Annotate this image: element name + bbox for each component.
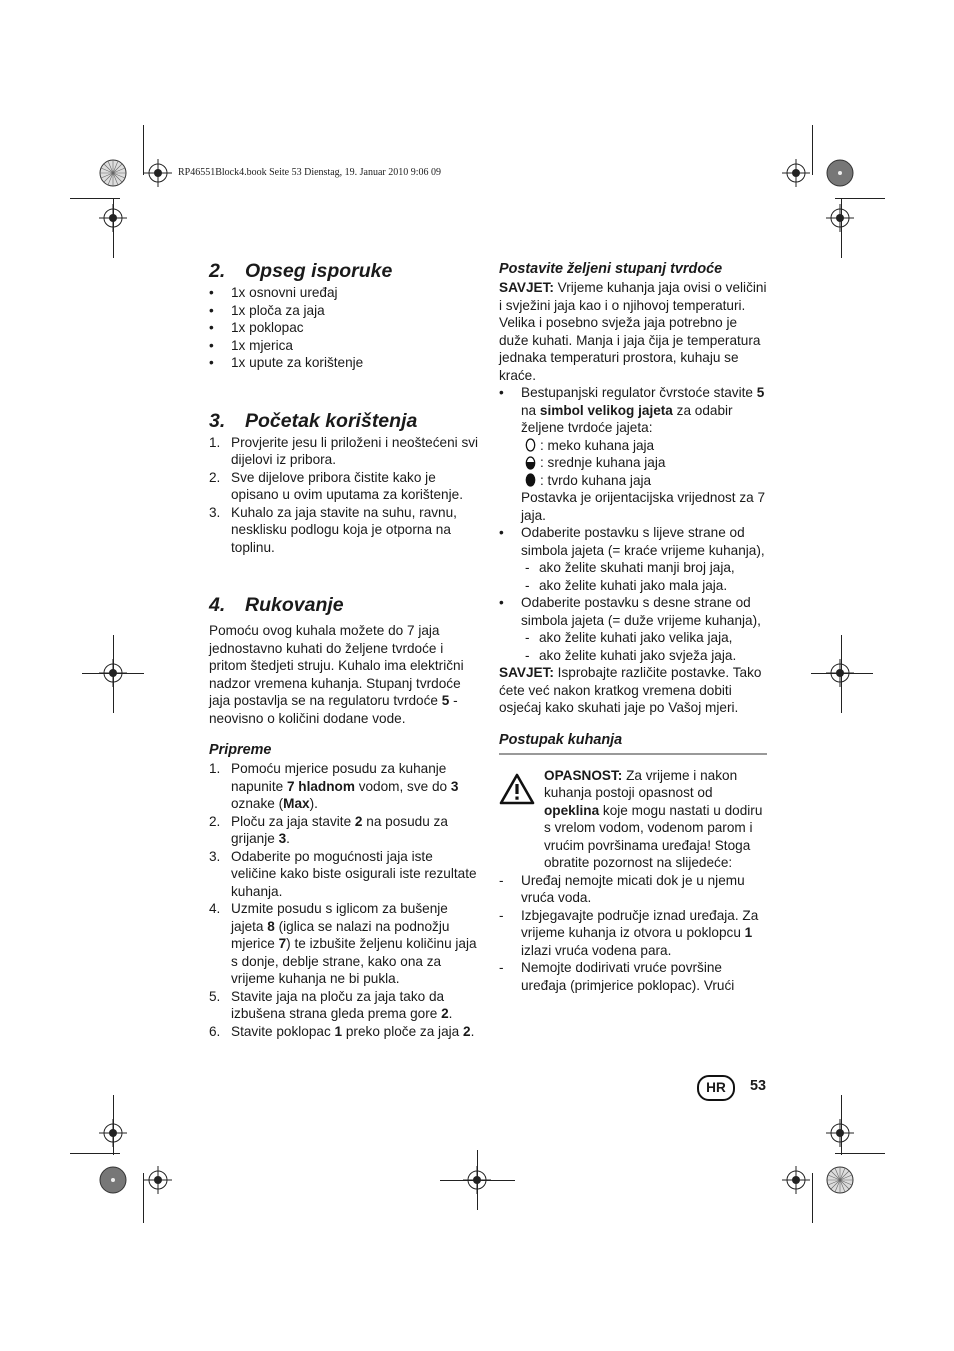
egg-option-medium: : srednje kuhana jaja <box>499 454 767 472</box>
section-heading-pocetak: 3. Početak korištenja <box>209 409 418 432</box>
list-item: - ako želite kuhati jako mala jaja. <box>525 577 728 593</box>
tip-paragraph: SAVJET: Vrijeme kuhanja jaja ovisi o veličini i svježini jaja kao i o njihovoj temperaturi. Velika i posebno svježa jaja potrebno je duže kuhati. Manja i jaja čija je temperatura jednaka temperaturi prostora, kuhaju se kraće. <box>499 280 767 383</box>
list-item: • 1x ploča za jaja <box>209 302 325 318</box>
section-heading-opseg: 2. Opseg isporuke <box>209 260 393 282</box>
list-item: 5. Stavite jaja na ploču za jaja tako da izbušena strana gleda prema gore 2. <box>209 988 453 1021</box>
list-item: - Uređaj nemojte micati dok je u njemu vruća voda. <box>499 872 745 905</box>
list-item: - Nemojte dodirivati vruće površine uređaja (primjerice poklopac). Vrući <box>499 960 735 993</box>
preparation-steps-list <box>209 760 479 1040</box>
list-item: - ako želite kuhati jako velika jaja, <box>525 630 733 645</box>
list-item: 1. Provjerite jesu li priloženi i neoštećeni svi dijelovi iz pribora. <box>209 434 479 467</box>
subheading-cooking: Postupak kuhanja <box>499 731 623 748</box>
section-heading-rukovanje: 4. Rukovanje <box>209 594 344 616</box>
list-item: 4. Uzmite posudu s iglicom za bušenje jajeta 8 (iglica se nalazi na podnožju mjerice 7) te izbušite željenu količinu jaja s donje, deblje strane, kako ona za vrijeme kuhanja ne bi pukla. <box>209 901 477 986</box>
subheading-hardness: Postavite željeni stupanj tvrdoće <box>499 261 723 277</box>
list-item: • Bestupanjski regulator čvrstoće stavite 5 na simbol velikog jajeta za odabir željene tvrdoće jajeta: <box>499 385 765 435</box>
list-item: - ako želite kuhati jako svježa jaja. <box>525 647 737 663</box>
list-item: 2. Ploču za jaja stavite 2 na posudu za grijanje 3. <box>209 813 448 846</box>
tip-paragraph: SAVJET: Isprobajte različite postavke. Tako ćete već nakon kratkog vremena dobiti osjećaj kako skuhati jaje po Vašoj mjeri. <box>499 665 762 715</box>
list-item: 3. Odaberite po mogućnosti jaja iste veličine kako biste osigurali iste rezultate kuhanja. <box>209 848 477 899</box>
list-item: 1. Pomoću mjerice posudu za kuhanje napunite 7 hladnom vodom, sve do 3 oznake (Max). <box>209 761 459 811</box>
page-number: 53 <box>750 1078 767 1094</box>
language-badge: HR <box>697 1075 735 1101</box>
list-item: 2. Sve dijelove pribora čistite kako je opisano u ovim uputama za korištenje. <box>209 469 463 502</box>
list-item: 6. Stavite poklopac 1 preko ploče za jaja 2. <box>209 1023 475 1039</box>
list-item: - Izbjegavajte područje iznad uređaja. Za vrijeme kuhanja iz otvora u poklopcu 1 izlazi vruća vodena para. <box>499 907 759 958</box>
book-header-line: RP46551Block4.book Seite 53 Dienstag, 19. Januar 2010 9:06 09 <box>178 167 442 178</box>
egg-hard-icon <box>525 473 536 487</box>
list-item: • Odaberite postavku s lijeve strane od simbola jajeta (= kraće vrijeme kuhanja), <box>499 525 765 558</box>
list-item: • 1x poklopac <box>209 320 304 335</box>
egg-soft-icon <box>525 438 536 452</box>
list-item: • 1x upute za korištenje <box>209 355 364 370</box>
list-item: • Odaberite postavku s desne strane od simbola jajeta (= duže vrijeme kuhanja), <box>499 595 761 628</box>
right-column <box>499 258 767 994</box>
egg-medium-icon <box>525 456 536 470</box>
list-item: • 1x mjerica <box>209 337 293 353</box>
operation-intro: Pomoću ovog kuhala možete do 7 jaja jednostavno kuhati do željene tvrdoće i pritom štedjeti struju. Kuhalo ima električni nadzor vremena kuhanja. Stupanj tvrdoće jaja postavlja se na regulatoru tvrdoće 5 - neovisno o količini dodane vode. <box>209 623 464 726</box>
start-steps-list <box>209 434 479 557</box>
list-item: - ako želite skuhati manji broj jaja, <box>525 560 735 575</box>
section-divider <box>499 753 767 755</box>
contents-list <box>209 284 479 372</box>
egg-option-soft: : meko kuhana jaja <box>499 437 767 455</box>
warning-triangle-icon <box>499 773 535 805</box>
subheading-pripreme: Pripreme <box>209 742 272 758</box>
setting-note: Postavka je orijentacijska vrijednost za 7 jaja. <box>521 490 766 523</box>
list-item: 3. Kuhalo za jaja stavite na suhu, ravnu, nesklisku podlogu koja je otporna na toplinu. <box>209 504 457 555</box>
egg-option-hard: : tvrdo kuhana jaja <box>499 472 767 490</box>
list-item: • 1x osnovni uređaj <box>209 285 338 300</box>
left-column <box>209 258 479 1040</box>
danger-warning: OPASNOST: Za vrijeme i nakon kuhanja postoji opasnost od opeklina koje mogu nastati u dodiru s vrelom vodom, vodenom parom i vrućim površinama uređaja! Stoga obratite pozornost na slijedeće: <box>499 767 767 872</box>
